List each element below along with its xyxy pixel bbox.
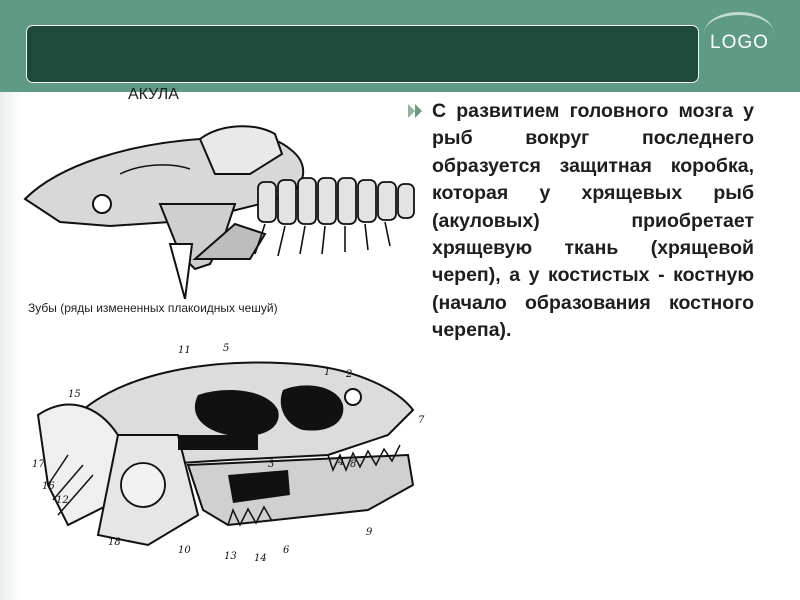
fish-number: 3 (268, 459, 275, 470)
left-decoration-strip (0, 92, 22, 600)
fish-number: 8 (350, 459, 357, 470)
fish-number: 14 (254, 553, 267, 564)
text-panel (406, 98, 754, 345)
logo-text: LOGO (710, 32, 769, 53)
fish-number: 16 (42, 481, 55, 492)
teeth-caption: Зубы (ряды измененных плакоидных чешуй) (28, 301, 278, 315)
fish-number: 12 (56, 495, 69, 506)
fish-number: 7 (418, 415, 425, 426)
fish-number: 11 (178, 345, 191, 356)
fish-number: 18 (108, 537, 121, 548)
fish-number: 15 (68, 389, 81, 400)
shark-label: АКУЛА (128, 86, 179, 103)
bony-fish-skull-illustration (28, 335, 428, 575)
fish-number: 4 (338, 457, 345, 468)
fish-number: 6 (283, 545, 290, 556)
fish-number: 2 (346, 369, 353, 380)
shark-skull-illustration (20, 104, 420, 299)
diamond-bullet-icon (406, 102, 424, 120)
body-paragraph: С развитием головного мозга у рыб вокруг последнего образуется защитная коробка, которая у хрящевых рыб (акуловых) приобретает хрящевую ткань (хрящевой череп), а у костистых - костную (начало образования костного черепа). (432, 100, 754, 342)
fish-number: 5 (223, 343, 230, 354)
fish-number: 1 (324, 367, 331, 378)
fish-number: 9 (366, 527, 373, 538)
title-bar (27, 26, 698, 82)
fish-number: 10 (178, 545, 191, 556)
fish-number: 13 (224, 551, 237, 562)
fish-number: 17 (32, 459, 45, 470)
logo (698, 10, 788, 80)
